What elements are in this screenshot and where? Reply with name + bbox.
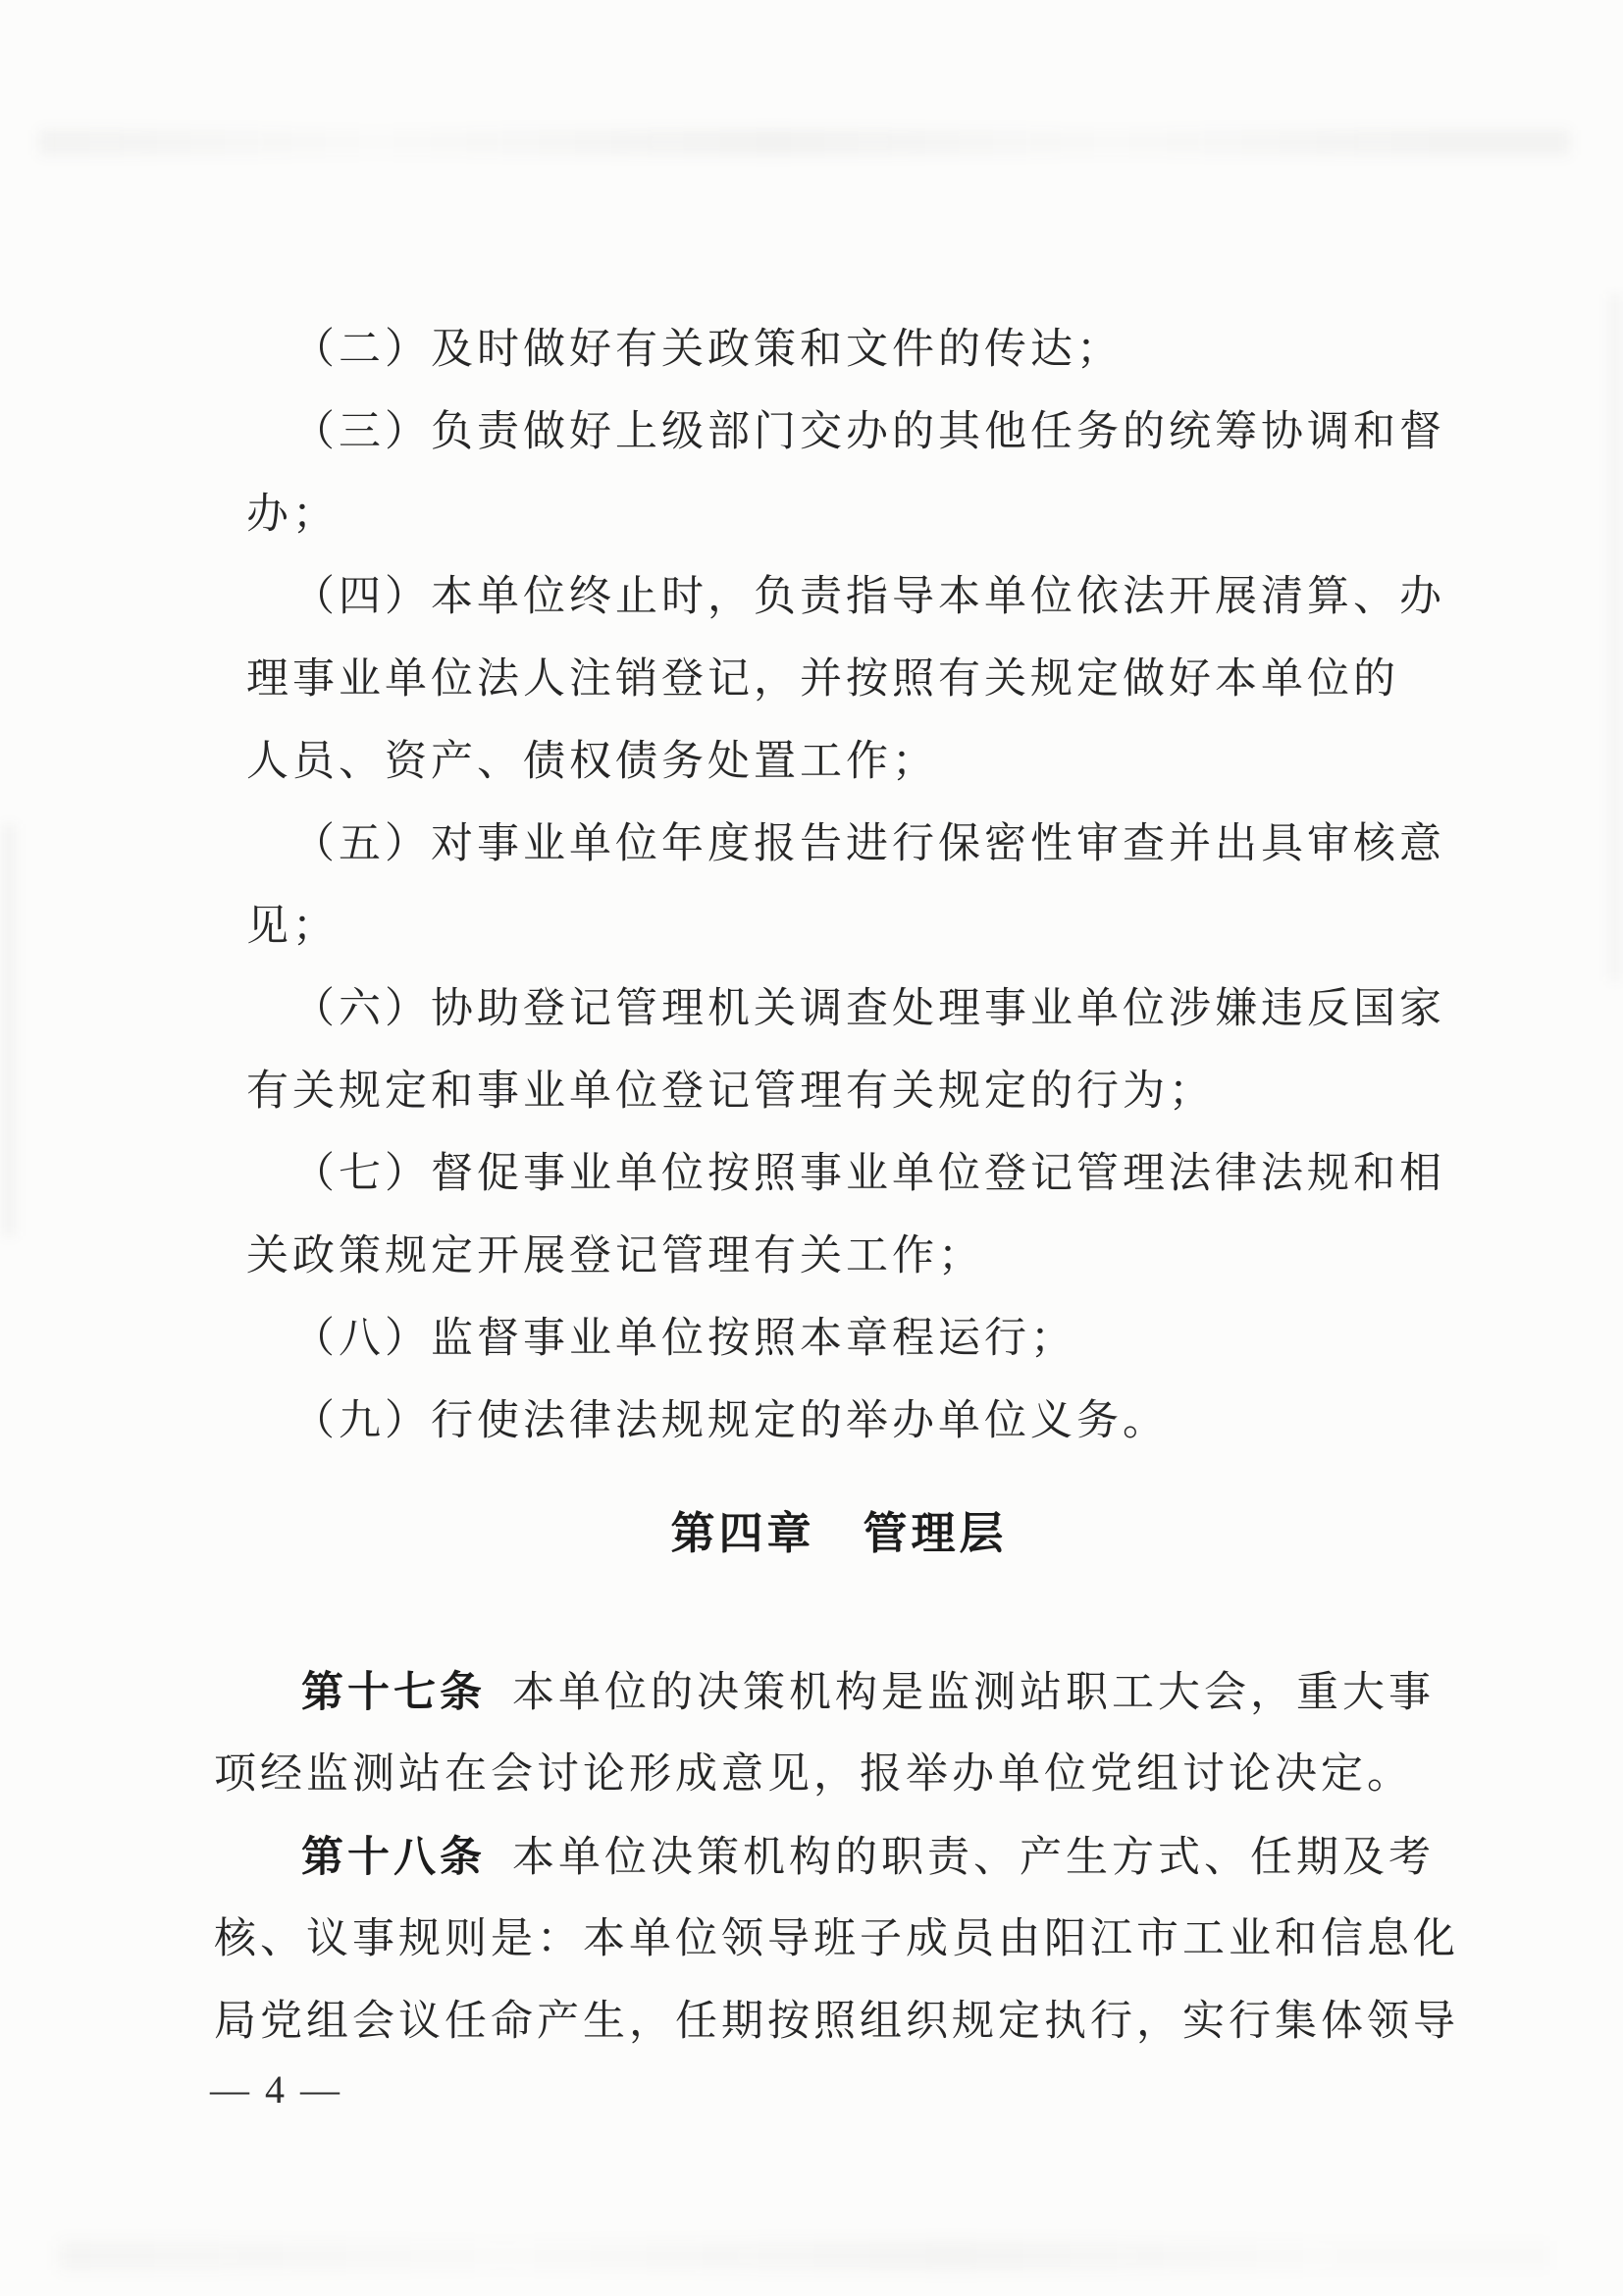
article-17-number: 第十七条 [301, 1669, 486, 1716]
article-18-number: 第十八条 [301, 1834, 486, 1881]
page-number [210, 2059, 341, 2121]
clause-3-line: （三）负责做好上级部门交办的其他任务的统筹协调和督 [292, 409, 1445, 455]
clause-7-line: （七）督促事业单位按照事业单位登记管理法律法规和相 [292, 1151, 1445, 1197]
clause-4-line: （四）本单位终止时，负责指导本单位依法开展清算、办 [292, 574, 1445, 620]
clause-9-line: （九）行使法律法规规定的举办单位义务。 [292, 1398, 1169, 1444]
clause-4-continuation: 人员、资产、债权债务处置工作； [246, 739, 938, 785]
article-17-line [214, 1651, 1464, 1734]
clause-3-continuation: 办； [246, 492, 339, 538]
article-18-continuation: 局党组会议任命产生，任期按照组织规定执行，实行集体领导 [214, 1999, 1459, 2045]
clause-5-line: （五）对事业单位年度报告进行保密性审查并出具审核意 [292, 821, 1445, 867]
article-17-text: 本单位的决策机构是监测站职工大会，重大事 [512, 1670, 1435, 1716]
clause-6-line: （六）协助登记管理机关调查处理事业单位涉嫌违反国家 [292, 986, 1445, 1032]
article-18-continuation: 核、议事规则是：本单位领导班子成员由阳江市工业和信息化 [214, 1916, 1459, 1962]
clause-7-continuation: 关政策规定开展登记管理有关工作； [246, 1233, 984, 1279]
page-number-dash-left: — [210, 2067, 251, 2112]
article-18-text: 本单位决策机构的职责、产生方式、任期及考 [512, 1835, 1435, 1881]
article-18-line [214, 1816, 1464, 1899]
chapter-heading: 第四章 管理层 [670, 1508, 1008, 1558]
page-number-dash-right: — [300, 2067, 341, 2112]
scan-artifact-bottom [59, 2241, 1550, 2270]
clause-4-continuation: 理事业单位法人注销登记，并按照有关规定做好本单位的 [246, 656, 1399, 703]
clause-8-line: （八）监督事业单位按照本章程运行； [292, 1316, 1076, 1362]
clause-5-continuation: 见； [246, 904, 339, 950]
clause-6-continuation: 有关规定和事业单位登记管理有关规定的行为； [246, 1069, 1215, 1115]
clause-2-line: （二）及时做好有关政策和文件的传达； [292, 327, 1123, 373]
page-number-value: 4 [265, 2067, 287, 2112]
article-17-continuation: 项经监测站在会讨论形成意见，报举办单位党组讨论决定。 [214, 1751, 1413, 1798]
